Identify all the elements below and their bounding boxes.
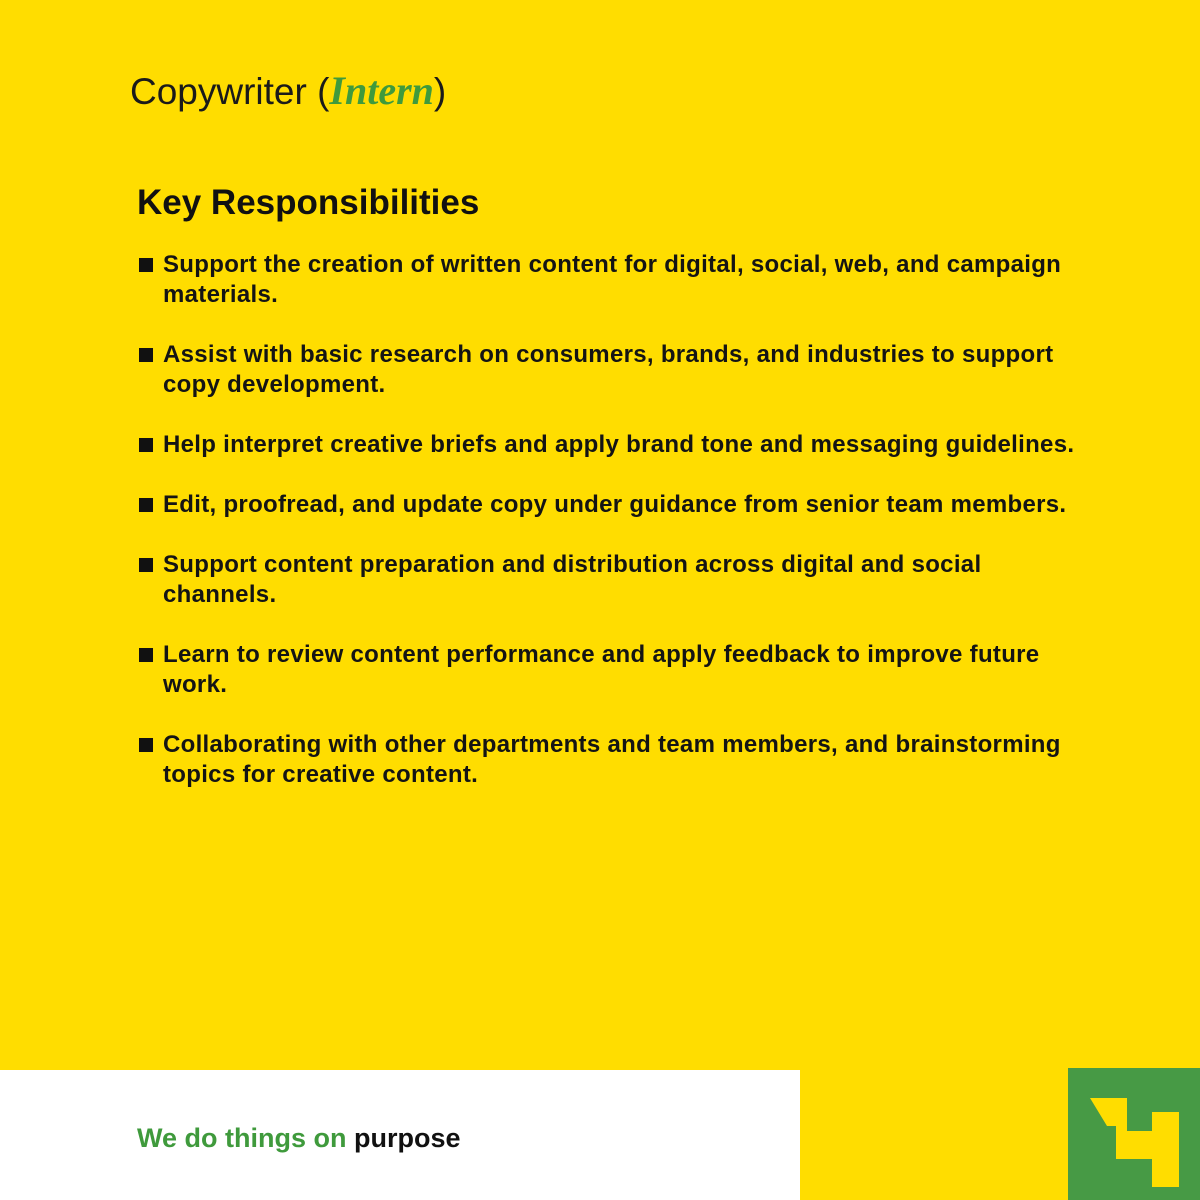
brand-logo-icon [1068,1068,1200,1200]
square-bullet-icon [139,348,153,362]
list-item-text: Support content preparation and distribution across digital and social channels. [163,551,982,608]
square-bullet-icon [139,738,153,752]
list-item-text: Learn to review content performance and apply feedback to improve future work. [163,641,1040,698]
brand-logo [1068,1068,1200,1200]
tagline-dark-text: purpose [353,1123,461,1153]
section-heading: Key Responsibilities [137,183,480,222]
square-bullet-icon [139,258,153,272]
role-title-accent: Intern [329,68,434,113]
list-item [139,490,1099,520]
responsibilities-list [139,250,1099,820]
square-bullet-icon [139,558,153,572]
tagline [137,1120,461,1156]
list-item [139,640,1099,700]
list-item-text: Edit, proofread, and update copy under guidance from senior team members. [163,491,1067,518]
role-title-suffix: ) [433,71,447,112]
square-bullet-icon [139,498,153,512]
tagline-green-text: We do things on [137,1123,354,1153]
list-item [139,430,1099,460]
list-item-text: Support the creation of written content for digital, social, web, and campaign materials. [163,251,1062,308]
list-item [139,550,1099,610]
list-item-text: Collaborating with other departments and team members, and brainstorming topics for creative content. [163,731,1061,788]
square-bullet-icon [139,438,153,452]
list-item [139,250,1099,310]
role-title-prefix: Copywriter ( [130,71,330,112]
role-title [130,68,446,115]
list-item-text: Assist with basic research on consumers, brands, and industries to support copy development. [163,341,1054,398]
list-item [139,340,1099,400]
list-item [139,730,1099,790]
square-bullet-icon [139,648,153,662]
list-item-text: Help interpret creative briefs and apply brand tone and messaging guidelines. [163,431,1075,458]
